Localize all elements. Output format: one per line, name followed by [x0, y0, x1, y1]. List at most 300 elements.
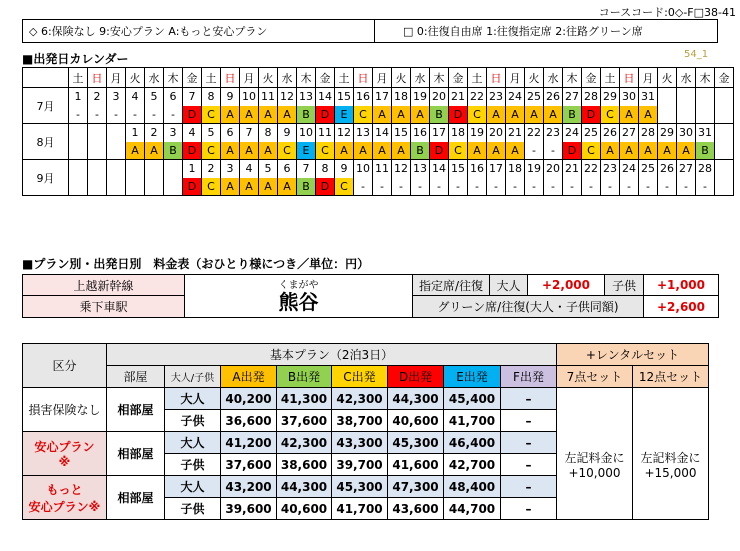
calendar-plan-code: -: [354, 178, 373, 196]
calendar-plan-code: A: [221, 106, 240, 124]
calendar-day: 22: [582, 160, 601, 178]
calendar-plan-code: [696, 106, 715, 124]
plan-price: 44,300: [277, 476, 332, 498]
calendar-plan-code: D: [183, 106, 202, 124]
calendar-day: 17: [373, 88, 392, 106]
calendar-day: 7: [297, 160, 316, 178]
calendar-plan-code: -: [525, 142, 544, 160]
calendar-plan-code: A: [601, 142, 620, 160]
weekday-header: 木: [563, 68, 582, 88]
calendar-day: 15: [449, 160, 468, 178]
calendar-plan-code: [164, 178, 183, 196]
calendar-plan-code: A: [677, 142, 696, 160]
calendar-day: 25: [639, 160, 658, 178]
calendar-plan-code: -: [88, 106, 107, 124]
calendar-plan-code: -: [696, 178, 715, 196]
calendar-day: [715, 124, 734, 142]
basic-plan-header: 基本プラン（2泊3日）: [107, 344, 557, 366]
room-type: 相部屋: [107, 388, 165, 432]
calendar-day: [69, 124, 88, 142]
weekday-header: 火: [392, 68, 411, 88]
calendar-day: 26: [544, 88, 563, 106]
calendar-plan-code: A: [411, 106, 430, 124]
page-number: 54_1: [684, 49, 709, 60]
plan-price: 43,300: [332, 432, 388, 454]
calendar-day: 17: [487, 160, 506, 178]
plan-price: 42,300: [277, 432, 332, 454]
calendar-plan-code: E: [335, 106, 354, 124]
calendar-plan-code: -: [658, 178, 677, 196]
room-header: 部屋: [107, 366, 165, 388]
calendar-day: 22: [525, 124, 544, 142]
calendar-day: 18: [392, 88, 411, 106]
insurance-legend: ◇ 6:保険なし 9:安心プラン A:もっと安心プラン: [23, 20, 375, 42]
calendar-plan-code: B: [696, 142, 715, 160]
plan-price: 44,700: [444, 498, 501, 520]
calendar-day: 18: [449, 124, 468, 142]
weekday-header: 日: [88, 68, 107, 88]
plan-price: 38,700: [332, 410, 388, 432]
calendar-day: 10: [297, 124, 316, 142]
calendar-day: 3: [164, 124, 183, 142]
month-label: 9月: [23, 160, 69, 196]
age-header: 大人/子供: [165, 366, 221, 388]
calendar-plan-code: C: [582, 142, 601, 160]
calendar-plan-code: [715, 178, 734, 196]
calendar-plan-code: D: [449, 106, 468, 124]
station-cell: [185, 275, 413, 318]
calendar-day: 20: [544, 160, 563, 178]
calendar-plan-code: B: [430, 106, 449, 124]
weekday-header: 金: [582, 68, 601, 88]
station-ruby: くまがや: [278, 279, 319, 291]
plan-price: –: [501, 432, 557, 454]
calendar-plan-code: [107, 142, 126, 160]
calendar-day: 5: [259, 160, 278, 178]
calendar-day: 20: [487, 124, 506, 142]
weekday-header: 木: [430, 68, 449, 88]
weekday-header: 土: [335, 68, 354, 88]
weekday-header: 日: [354, 68, 373, 88]
calendar-plan-code: A: [278, 178, 297, 196]
col-d-header: D出発: [388, 366, 444, 388]
calendar-day: 24: [506, 88, 525, 106]
calendar-day: 19: [468, 124, 487, 142]
weekday-header: 水: [145, 68, 164, 88]
calendar-day: 30: [677, 124, 696, 142]
calendar-day: 26: [601, 124, 620, 142]
calendar-day: 21: [563, 160, 582, 178]
room-type: 相部屋: [107, 432, 165, 476]
calendar-plan-code: A: [392, 142, 411, 160]
calendar-plan-code: A: [525, 106, 544, 124]
calendar-day: 28: [582, 88, 601, 106]
calendar-day: 28: [696, 160, 715, 178]
calendar-plan-code: A: [373, 106, 392, 124]
calendar-day: 10: [354, 160, 373, 178]
plan-price-table: [22, 343, 709, 520]
calendar-day: 5: [202, 124, 221, 142]
calendar-plan-code: -: [449, 178, 468, 196]
calendar-plan-code: A: [620, 106, 639, 124]
calendar-plan-code: D: [563, 142, 582, 160]
calendar-plan-code: -: [145, 106, 164, 124]
calendar-day: 15: [392, 124, 411, 142]
plan-price: 39,600: [221, 498, 277, 520]
rental12-price: 左記料金に +15,000: [633, 410, 709, 520]
col-f-header: F出発: [501, 366, 557, 388]
month-label: 8月: [23, 124, 69, 160]
calendar-day: 3: [221, 160, 240, 178]
calendar-day: 1: [183, 160, 202, 178]
plan-price: 44,300: [388, 388, 444, 410]
calendar-plan-code: C: [316, 142, 335, 160]
calendar-plan-code: A: [240, 106, 259, 124]
calendar-day: 2: [202, 160, 221, 178]
plan-price: 40,600: [277, 498, 332, 520]
weekday-header: 木: [696, 68, 715, 88]
calendar-plan-code: -: [620, 178, 639, 196]
calendar-plan-code: A: [259, 178, 278, 196]
calendar-day: 14: [430, 160, 449, 178]
calendar-day: 29: [658, 124, 677, 142]
plan-price: 45,400: [444, 388, 501, 410]
calendar-day: 24: [563, 124, 582, 142]
calendar-day: 4: [183, 124, 202, 142]
calendar-day: 13: [297, 88, 316, 106]
calendar-plan-code: -: [373, 178, 392, 196]
calendar-plan-code: A: [240, 178, 259, 196]
rental12-header: 12点セット: [633, 366, 709, 388]
plan-price: 42,300: [332, 388, 388, 410]
plan-price: 41,600: [388, 454, 444, 476]
calendar-plan-code: A: [145, 142, 164, 160]
calendar-plan-code: -: [107, 106, 126, 124]
calendar-plan-code: -: [544, 142, 563, 160]
station-name: 熊谷: [278, 289, 319, 314]
calendar-day: [88, 124, 107, 142]
plan-price: 37,600: [277, 410, 332, 432]
weekday-header: 日: [620, 68, 639, 88]
calendar-day: 7: [183, 88, 202, 106]
reserved-label: 指定席/往復: [413, 275, 490, 296]
calendar-day: 1: [69, 88, 88, 106]
plan-group-name: もっと 安心プラン※: [23, 476, 107, 520]
calendar-plan-code: [69, 178, 88, 196]
calendar-day: 14: [316, 88, 335, 106]
calendar-plan-code: -: [525, 178, 544, 196]
calendar-plan-code: D: [183, 142, 202, 160]
calendar-plan-code: [145, 178, 164, 196]
plan-price: 38,600: [277, 454, 332, 476]
calendar-day: 15: [335, 88, 354, 106]
calendar-plan-code: A: [259, 142, 278, 160]
kubun-header: 区分: [23, 344, 107, 388]
calendar-day: 21: [506, 124, 525, 142]
weekday-header: 水: [544, 68, 563, 88]
calendar-day: 12: [335, 124, 354, 142]
plan-price: –: [501, 454, 557, 476]
col-a-header: A出発: [221, 366, 277, 388]
fare-title: ■プラン別・出発日別 料金表（おひとり様につき／単位：円）: [22, 257, 370, 271]
calendar-day: 6: [278, 160, 297, 178]
calendar-plan-code: C: [202, 142, 221, 160]
calendar-plan-code: -: [126, 106, 145, 124]
calendar-plan-code: A: [221, 178, 240, 196]
calendar-plan-code: C: [202, 106, 221, 124]
calendar-day: 25: [525, 88, 544, 106]
col-c-header: C出発: [332, 366, 388, 388]
calendar-plan-code: -: [430, 178, 449, 196]
departure-calendar: [22, 67, 734, 196]
plan-price: 41,300: [277, 388, 332, 410]
age-type: 子供: [165, 454, 221, 476]
plan-price: 41,700: [332, 498, 388, 520]
child-price: +1,000: [644, 275, 719, 296]
calendar-plan-code: C: [335, 178, 354, 196]
calendar-plan-code: A: [544, 106, 563, 124]
calendar-plan-code: A: [487, 142, 506, 160]
calendar-plan-code: A: [126, 142, 145, 160]
calendar-day: 18: [506, 160, 525, 178]
calendar-day: 30: [620, 88, 639, 106]
calendar-day: [658, 88, 677, 106]
calendar-day: 2: [88, 88, 107, 106]
room-type: 相部屋: [107, 476, 165, 520]
calendar-plan-code: [88, 142, 107, 160]
calendar-day: 2: [145, 124, 164, 142]
calendar-day: 23: [601, 160, 620, 178]
plan-price: 41,700: [444, 410, 501, 432]
weekday-header: 日: [487, 68, 506, 88]
calendar-day: 22: [468, 88, 487, 106]
calendar-plan-code: A: [373, 142, 392, 160]
rental7-price: 左記料金に +10,000: [557, 410, 633, 520]
plan-price: 45,300: [332, 476, 388, 498]
calendar-plan-code: -: [601, 178, 620, 196]
calendar-day: 11: [259, 88, 278, 106]
calendar-plan-code: A: [259, 106, 278, 124]
calendar-plan-code: -: [487, 178, 506, 196]
calendar-plan-code: A: [658, 142, 677, 160]
calendar-day: 6: [164, 88, 183, 106]
seat-surcharge-table: [22, 274, 719, 318]
col-b-header: B出発: [277, 366, 332, 388]
calendar-day: 4: [126, 88, 145, 106]
calendar-day: 23: [487, 88, 506, 106]
calendar-day: 26: [658, 160, 677, 178]
green-label: グリーン席/往復(大人・子供同額): [413, 296, 644, 318]
calendar-plan-code: B: [297, 178, 316, 196]
month-header-blank: [23, 68, 69, 88]
calendar-day: 16: [468, 160, 487, 178]
calendar-day: 16: [354, 88, 373, 106]
calendar-day: 29: [601, 88, 620, 106]
calendar-plan-code: [715, 142, 734, 160]
calendar-day: 9: [335, 160, 354, 178]
calendar-plan-code: C: [354, 106, 373, 124]
calendar-day: 19: [525, 160, 544, 178]
calendar-plan-code: B: [164, 142, 183, 160]
calendar-plan-code: A: [392, 106, 411, 124]
calendar-day: 17: [430, 124, 449, 142]
green-price: +2,600: [644, 296, 719, 318]
calendar-day: 5: [145, 88, 164, 106]
calendar-day: 9: [221, 88, 240, 106]
seat-legend: □ 0:往復自由席 1:往復指定席 2:往路グリーン席: [403, 25, 643, 38]
plan-price: 46,400: [444, 432, 501, 454]
calendar-plan-code: -: [392, 178, 411, 196]
course-code: コースコード:0◇-F□38-41: [598, 6, 736, 19]
weekday-header: 木: [164, 68, 183, 88]
calendar-day: [69, 160, 88, 178]
plan-price: 37,600: [221, 454, 277, 476]
calendar-plan-code: A: [487, 106, 506, 124]
age-type: 大人: [165, 388, 221, 410]
calendar-plan-code: -: [677, 178, 696, 196]
calendar-day: [696, 88, 715, 106]
calendar-day: 1: [126, 124, 145, 142]
calendar-plan-code: -: [582, 178, 601, 196]
calendar-day: 24: [620, 160, 639, 178]
weekday-header: 月: [107, 68, 126, 88]
weekday-header: 水: [411, 68, 430, 88]
weekday-header: 月: [506, 68, 525, 88]
calendar-plan-code: A: [278, 106, 297, 124]
calendar-day: [107, 124, 126, 142]
plan-price: –: [501, 498, 557, 520]
calendar-plan-code: A: [240, 142, 259, 160]
calendar-plan-code: D: [582, 106, 601, 124]
weekday-header: 火: [126, 68, 145, 88]
plan-price: 45,300: [388, 432, 444, 454]
weekday-header: 金: [715, 68, 734, 88]
adult-label: 大人: [490, 275, 528, 296]
plan-price: 40,600: [388, 410, 444, 432]
weekday-header: 金: [183, 68, 202, 88]
calendar-plan-code: C: [601, 106, 620, 124]
calendar-plan-code: C: [278, 142, 297, 160]
weekday-header: 木: [297, 68, 316, 88]
calendar-plan-code: B: [563, 106, 582, 124]
plan-price: 48,400: [444, 476, 501, 498]
adult-price: +2,000: [528, 275, 605, 296]
weekday-header: 土: [69, 68, 88, 88]
calendar-day: [715, 88, 734, 106]
calendar-day: 11: [373, 160, 392, 178]
plan-price: 43,600: [388, 498, 444, 520]
calendar-day: 23: [544, 124, 563, 142]
calendar-day: 8: [316, 160, 335, 178]
calendar-plan-code: [126, 178, 145, 196]
plan-price: –: [501, 476, 557, 498]
plan-group-name: 損害保険なし: [23, 388, 107, 432]
plan-price: 41,200: [221, 432, 277, 454]
calendar-day: 27: [563, 88, 582, 106]
calendar-plan-code: -: [164, 106, 183, 124]
plan-price: 40,200: [221, 388, 277, 410]
calendar-plan-code: A: [468, 142, 487, 160]
weekday-header: 火: [525, 68, 544, 88]
line-name: 上越新幹線: [23, 275, 185, 296]
calendar-plan-code: [69, 142, 88, 160]
calendar-plan-code: -: [411, 178, 430, 196]
plan-group-name: 安心プラン ※: [23, 432, 107, 476]
calendar-day: 3: [107, 88, 126, 106]
calendar-plan-code: -: [544, 178, 563, 196]
calendar-plan-code: C: [449, 142, 468, 160]
calendar-day: 31: [639, 88, 658, 106]
calendar-plan-code: A: [506, 142, 525, 160]
calendar-plan-code: -: [468, 178, 487, 196]
plan-price: 43,200: [221, 476, 277, 498]
calendar-plan-code: A: [639, 142, 658, 160]
weekday-header: 水: [677, 68, 696, 88]
calendar-day: [126, 160, 145, 178]
col-e-header: E出発: [444, 366, 501, 388]
weekday-header: 月: [240, 68, 259, 88]
weekday-header: 月: [639, 68, 658, 88]
calendar-day: 10: [240, 88, 259, 106]
calendar-day: 27: [677, 160, 696, 178]
weekday-header: 日: [221, 68, 240, 88]
rental7-blank: [557, 388, 633, 410]
calendar-plan-code: A: [639, 106, 658, 124]
calendar-plan-code: [107, 178, 126, 196]
calendar-day: 31: [696, 124, 715, 142]
calendar-day: [164, 160, 183, 178]
month-label: 7月: [23, 88, 69, 124]
calendar-day: 8: [202, 88, 221, 106]
calendar-plan-code: A: [354, 142, 373, 160]
plan-price: 39,700: [332, 454, 388, 476]
calendar-plan-code: [677, 106, 696, 124]
calendar-day: 27: [620, 124, 639, 142]
calendar-day: 28: [639, 124, 658, 142]
calendar-plan-code: C: [202, 178, 221, 196]
age-type: 大人: [165, 476, 221, 498]
rental-header: +レンタルセット: [557, 344, 709, 366]
weekday-header: 土: [468, 68, 487, 88]
calendar-day: 8: [259, 124, 278, 142]
calendar-plan-code: B: [411, 142, 430, 160]
plan-price: 36,600: [221, 410, 277, 432]
rental12-blank: [633, 388, 709, 410]
child-label: 子供: [605, 275, 644, 296]
calendar-plan-code: -: [563, 178, 582, 196]
calendar-day: 19: [411, 88, 430, 106]
weekday-header: 月: [373, 68, 392, 88]
age-type: 子供: [165, 498, 221, 520]
calendar-day: [145, 160, 164, 178]
calendar-plan-code: [658, 106, 677, 124]
calendar-day: 11: [316, 124, 335, 142]
rental7-header: 7点セット: [557, 366, 633, 388]
plan-price: –: [501, 388, 557, 410]
calendar-day: 6: [221, 124, 240, 142]
calendar-plan-code: A: [620, 142, 639, 160]
age-type: 子供: [165, 410, 221, 432]
calendar-title: ■出発日カレンダー: [22, 52, 129, 66]
calendar-plan-code: -: [506, 178, 525, 196]
calendar-day: 13: [354, 124, 373, 142]
plan-price: –: [501, 410, 557, 432]
calendar-day: [88, 160, 107, 178]
calendar-plan-code: -: [639, 178, 658, 196]
calendar-day: 7: [240, 124, 259, 142]
calendar-plan-code: D: [430, 142, 449, 160]
calendar-day: [677, 88, 696, 106]
